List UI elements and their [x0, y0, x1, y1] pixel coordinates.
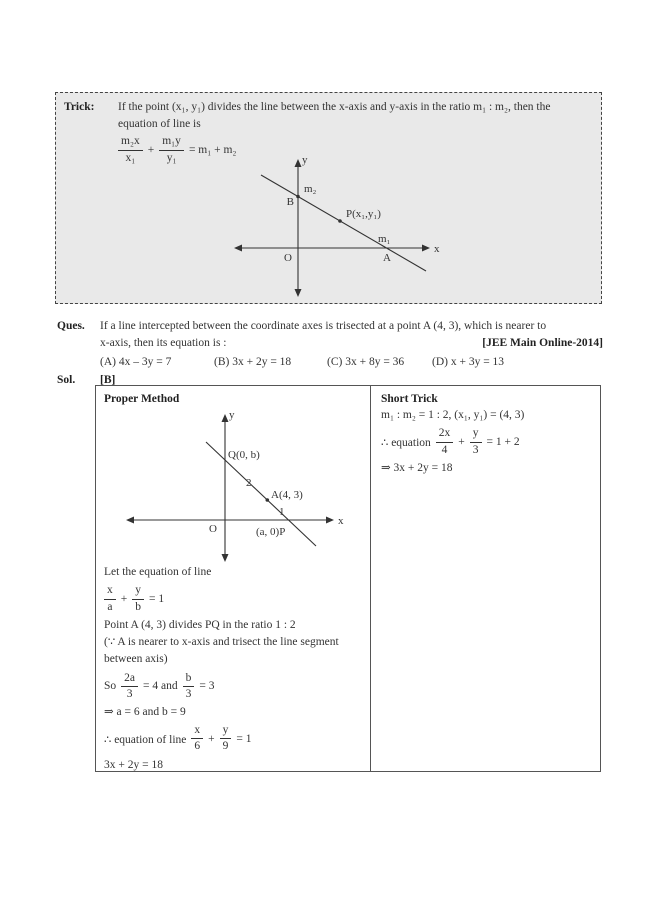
fraction-numerator: x [104, 584, 116, 599]
fraction [183, 672, 195, 701]
right-formula1 [381, 427, 590, 456]
fraction-denominator: 9 [222, 740, 229, 753]
axis-label-y: y [302, 154, 308, 166]
question-source: [JEE Main Online-2014] [482, 337, 603, 350]
fraction-numerator: b [183, 672, 195, 687]
fraction-numerator: m₂x [118, 135, 143, 150]
option-c: (C) 3x + 8y = 36 [327, 355, 405, 368]
fraction-denominator: y₁ [166, 151, 177, 164]
trick-box [55, 92, 602, 304]
formula-mid: = 4 and [143, 680, 178, 693]
fraction [191, 724, 203, 753]
proper-method-header: Proper Method [104, 393, 180, 405]
formula-rhs: = 1 [236, 732, 252, 745]
fraction [121, 672, 138, 701]
left-formula3 [104, 724, 362, 753]
option-b: (B) 3x + 2y = 18 [214, 355, 292, 368]
fraction-numerator: 2a [121, 672, 138, 687]
fraction [132, 584, 144, 613]
trick-diagram [228, 153, 478, 301]
question-block [57, 318, 603, 389]
ratio-label-m1: m₁ [378, 233, 391, 245]
short-trick-header: Short Trick [381, 393, 438, 405]
answer-options [100, 354, 603, 371]
point-label-Q: Q(0, b) [228, 449, 260, 462]
fraction-denominator: 6 [194, 740, 201, 753]
right-line2: ⇒ 3x + 2y = 18 [381, 461, 453, 474]
plus-operator: + [147, 143, 155, 156]
ratio-label-m2: m₂ [304, 183, 317, 195]
fraction-numerator: y [470, 427, 482, 442]
solution-answer: [B] [100, 373, 116, 386]
left-line1: Let the equation of line [104, 566, 212, 579]
point-label-B: B [286, 196, 294, 208]
question-line2: x-axis, then its equation is : [100, 337, 227, 350]
formula-prefix: ∴ equation [381, 437, 431, 450]
short-trick-column [371, 386, 600, 771]
left-line5: ⇒ a = 6 and b = 9 [104, 705, 186, 718]
question-line1: If a line intercepted between the coordinate axes is trisected at a point A (4, 3), which is nearer to [100, 320, 547, 332]
origin-label: O [209, 523, 217, 536]
fraction-numerator: y [220, 724, 232, 739]
point-label-P: (a, 0)P [256, 526, 286, 539]
solution-label: Sol. [57, 373, 76, 386]
plus-operator: + [208, 732, 215, 745]
proper-method-column [96, 386, 371, 771]
fraction-denominator: 3 [472, 443, 479, 456]
right-line1: m₁ : m₂ = 1 : 2, (x₁, y₁) = (4, 3) [381, 409, 525, 422]
fraction-denominator: a [107, 600, 113, 613]
fraction-denominator: x₁ [125, 151, 136, 164]
left-line4: between axis) [104, 653, 168, 666]
formula-rhs: = 1 [149, 593, 165, 606]
fraction [118, 135, 143, 164]
question-label: Ques. [57, 320, 85, 332]
segment-label-1: 1 [279, 506, 285, 519]
point-label-A: A(4, 3) [271, 489, 303, 502]
origin-label: O [284, 252, 292, 264]
fraction-numerator: m₁y [159, 135, 184, 150]
fraction-denominator: 3 [185, 687, 192, 700]
trick-label: Trick: [64, 101, 95, 113]
fraction [220, 724, 232, 753]
fraction [470, 427, 482, 456]
axis-label-x: x [434, 243, 440, 255]
formula-prefix: ∴ equation of line [104, 733, 187, 746]
left-formula2 [104, 672, 362, 701]
formula-prefix: So [104, 680, 117, 693]
left-line6: 3x + 2y = 18 [104, 758, 163, 771]
point-label-P: P(x₁,y₁) [346, 208, 381, 220]
fraction [159, 135, 184, 164]
formula-rhs: = m₁ + m₂ [188, 143, 237, 156]
fraction-numerator: 2x [436, 427, 454, 442]
plus-operator: + [120, 593, 128, 606]
left-formula1 [104, 584, 362, 613]
solution-diagram [120, 408, 350, 563]
axis-label-x: x [338, 515, 344, 528]
fraction [104, 584, 116, 613]
fraction-numerator: x [191, 724, 203, 739]
point-label-A: A [383, 252, 391, 264]
fraction-denominator: 3 [126, 687, 133, 700]
option-d: (D) x + 3y = 13 [432, 355, 505, 368]
trick-line1: If the point (x₁, y₁) divides the line between the x-axis and y-axis in the ratio m₁ : m₂, then the [118, 101, 551, 113]
fraction-numerator: y [132, 584, 144, 599]
formula-rhs: = 1 + 2 [486, 436, 520, 449]
option-a: (A) 4x – 3y = 7 [100, 355, 172, 368]
segment-label-2: 2 [246, 477, 252, 490]
left-line3: (∵ A is nearer to x-axis and trisect the line segment [104, 636, 339, 649]
formula-rhs: = 3 [199, 680, 215, 693]
fraction-denominator: 4 [441, 443, 448, 456]
fraction [436, 427, 454, 456]
fraction-denominator: b [135, 600, 141, 613]
solution-table [95, 385, 601, 772]
left-line2: Point A (4, 3) divides PQ in the ratio 1 : 2 [104, 618, 296, 631]
plus-operator: + [458, 436, 465, 449]
trick-line2: equation of line is [118, 117, 201, 130]
axis-label-y: y [229, 409, 235, 422]
